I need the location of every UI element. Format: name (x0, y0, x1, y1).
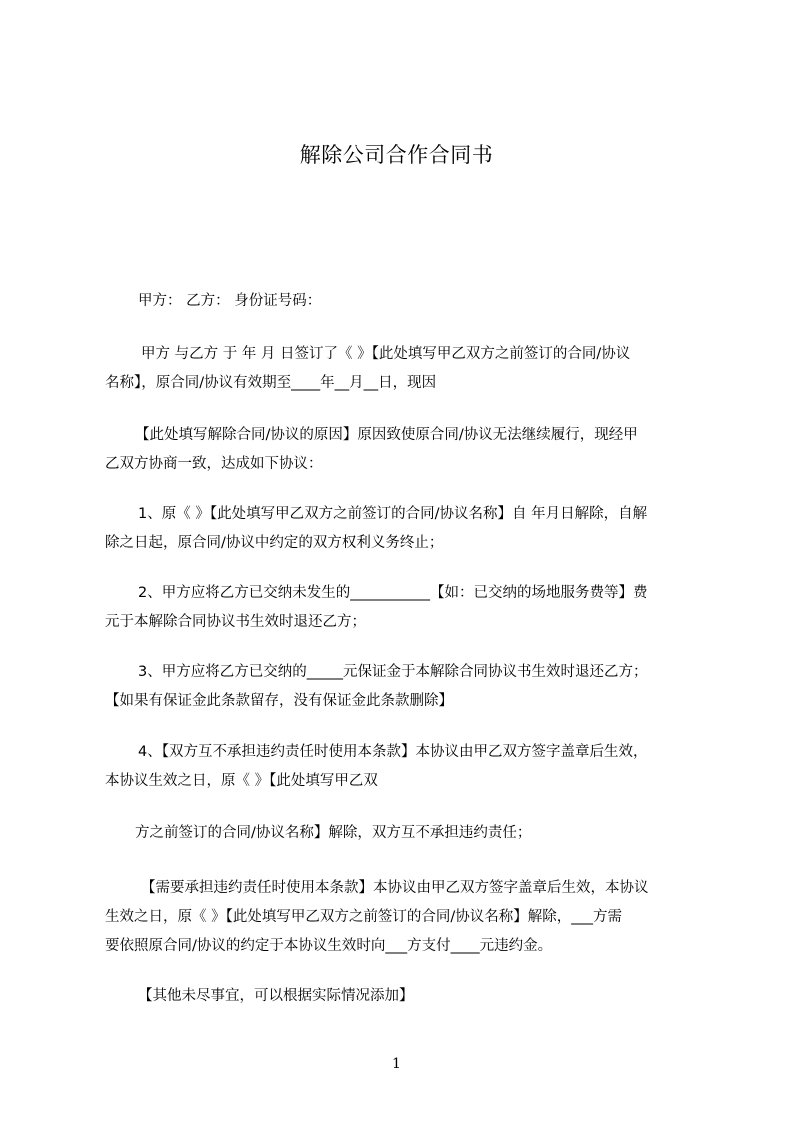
clause-1-line-2: 除之日起，原合同/协议中约定的双方权利义务终止； (105, 535, 444, 551)
liability-line-2: 生效之日，原《 》【此处填写甲乙双方之前签订的合同/协议名称】解除，___方需 (105, 909, 622, 925)
parties-line (105, 287, 715, 316)
reason-paragraph (105, 421, 715, 479)
liability-line-3: 要依照原合同/协议的约定于本协议生效时向___方支付____元违约金。 (105, 938, 553, 954)
intro-paragraph (105, 340, 715, 398)
clause-4-continued-line: 方之前签订的合同/协议名称】解除，双方互不承担违约责任； (135, 825, 532, 841)
document-title: 解除公司合作合同书 (299, 143, 494, 167)
clause-4 (105, 738, 715, 796)
clause-3 (105, 658, 715, 716)
liability-line-1: 【需要承担违约责任时使用本条款】本协议由甲乙双方签字盖章后生效，本协议 (141, 880, 649, 896)
intro-line-2: 名称】，原合同/协议有效期至____年__月__日，现因 (105, 375, 437, 391)
parties-text: 甲方： 乙方： 身份证号码： (138, 293, 322, 309)
clause-3-line-1: 3、甲方应将乙方已交纳的_____元保证金于本解除合同协议书生效时退还乙方； (138, 664, 648, 680)
clause-4-line-1: 4、【双方互不承担违约责任时使用本条款】本协议由甲乙双方签字盖章后生效， (138, 744, 648, 760)
clause-4-continued (105, 819, 715, 848)
clause-2-line-2: 元于本解除合同协议书生效时退还乙方； (105, 614, 366, 630)
other-matters (105, 982, 715, 1011)
clause-1-line-1: 1、原《 》【此处填写甲乙双方之前签订的合同/协议名称】自 年月日解除，自解 (138, 506, 648, 522)
reason-line-2: 乙双方协商一致，达成如下协议： (105, 456, 323, 472)
clause-1 (105, 500, 715, 558)
clause-4-line-2: 本协议生效之日，原《 》【此处填写甲乙双 (105, 773, 378, 789)
clause-2 (105, 579, 715, 637)
page-number: 1 (392, 1056, 401, 1072)
liability-clause (105, 874, 715, 961)
clause-3-line-2: 【如果有保证金此条款留存，没有保证金此条款删除】 (105, 693, 453, 709)
intro-line-1: 甲方 与乙方 于 年 月 日签订了《 》【此处填写甲乙双方之前签订的合同/协议 (141, 346, 631, 362)
clause-2-line-1: 2、甲方应将乙方已交纳未发生的___________【如：已交纳的场地服务费等】费 (138, 585, 648, 601)
reason-line-1: 【此处填写解除合同/协议的原因】原因致使原合同/协议无法继续履行，现经甲 (135, 427, 638, 443)
other-matters-line: 【其他未尽事宜，可以根据实际情况添加】 (138, 988, 414, 1004)
